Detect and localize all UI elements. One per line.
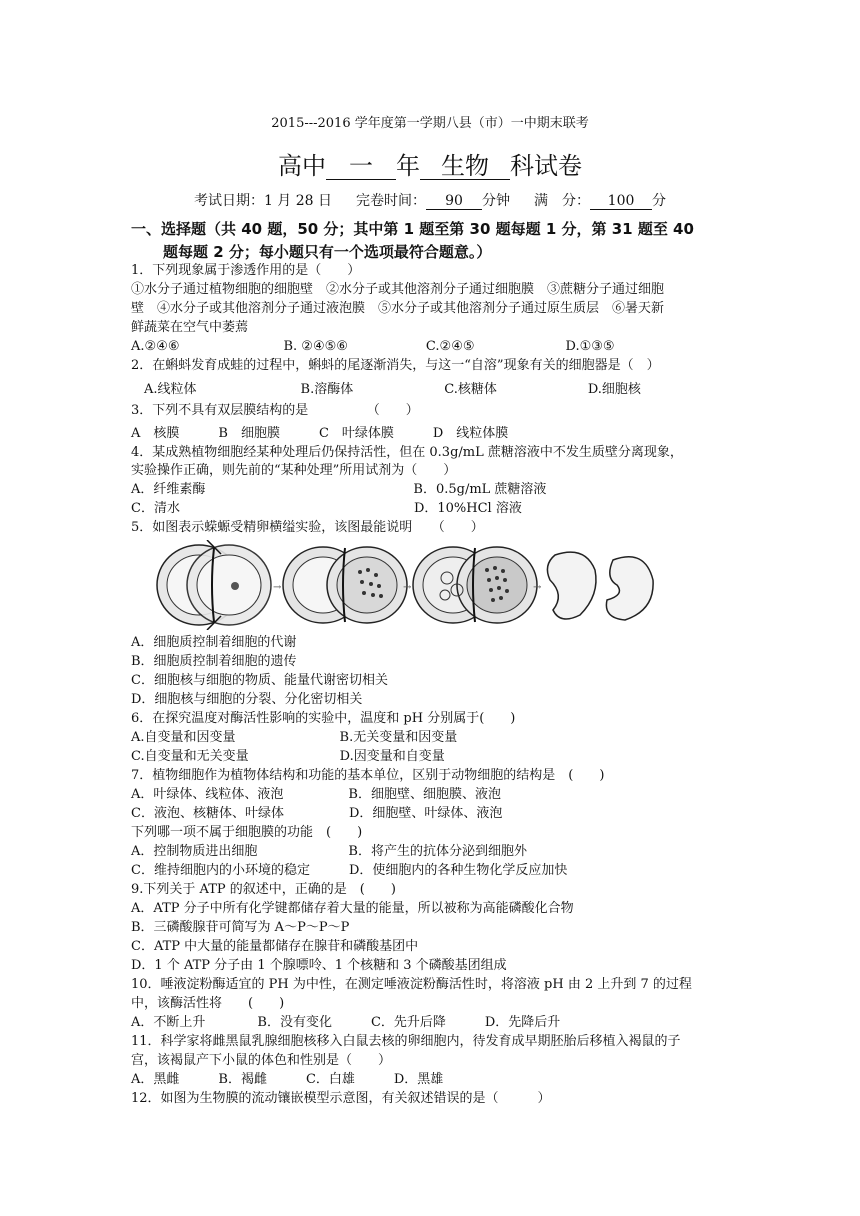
answer-options: A.②④⑥ B. ②④⑤⑥ C.②④⑤ D.①③⑤ [131, 339, 615, 354]
egg-stage-1 [157, 540, 271, 630]
exam-info [0, 190, 860, 210]
question-text: 9.下列关于 ATP 的叙述中，正确的是 ( ) [131, 882, 396, 897]
exam-date: 考试日期：1 月 28 日 [193, 193, 333, 209]
answer-option: B．细胞质控制着细胞的遗传 [131, 654, 297, 669]
time-label: 完卷时间： [356, 193, 427, 209]
answer-options: C.自变量和无关变量 D.因变量和自变量 [131, 749, 445, 764]
newt-egg-figure [155, 540, 655, 630]
time-value: 90 [426, 194, 482, 210]
answer-options: A 核膜 B 细胞膜 C 叶绿体膜 D 线粒体膜 [131, 426, 509, 441]
question-text: 中，该酶活性将 ( ) [131, 996, 285, 1011]
answer-options: A.线粒体 B.溶酶体 C.核糖体 D.细胞核 [131, 382, 641, 397]
question-text: 11．科学家将雌黑鼠乳腺细胞核移入白鼠去核的卵细胞内，待发育成早期胚胎后移植入褐鼠的子 [131, 1034, 681, 1049]
answer-options: A．纤维素酶 B．0.5g/mL 蔗糖溶液 [131, 482, 547, 497]
question-text: 6．在探究温度对酶活性影响的实验中，温度和 pH 分别属于( ) [131, 711, 516, 726]
question-text: 7．植物细胞作为植物体结构和功能的基本单位，区别于动物细胞的结构是 ( ) [131, 768, 605, 783]
answer-option: C．ATP 中大量的能量都储存在腺苷和磷酸基团中 [131, 939, 419, 954]
question-text: ①水分子通过植物细胞的细胞壁 ②水分子或其他溶剂分子通过细胞膜 ③蔗糖分子通过细胞 [131, 282, 665, 297]
question-text: 2．在蝌蚪发育成蛙的过程中，蝌蚪的尾逐渐消失，与这一“自溶”现象有关的细胞器是（ ） [131, 358, 660, 373]
exam-header: 2015---2016 学年度第一学期八县（市）一中期末联考 [271, 116, 589, 131]
answer-options: C．清水 D．10%HCl 溶液 [131, 501, 522, 516]
answer-options: A．不断上升 B．没有变化 C．先升后降 D．先降后升 [131, 1015, 561, 1030]
question-text: 1．下列现象属于渗透作用的是（ ） [131, 263, 361, 278]
time-unit: 分钟 [482, 193, 511, 209]
exam-title [0, 146, 860, 181]
egg-stage-2 [283, 547, 407, 623]
svg-text:→: → [273, 582, 282, 593]
question-text: 5．如图表示蝾螈受精卵横缢实验，该图最能说明 （ ） [131, 520, 484, 535]
svg-text:→: → [533, 582, 542, 593]
question-text: 12．如图为生物膜的流动镶嵌模型示意图，有关叙述错误的是（ ） [131, 1091, 551, 1106]
title-grade: 一 [326, 153, 396, 180]
question-text: 10．唾液淀粉酶适宜的 PH 为中性，在测定唾液淀粉酶活性时，将溶液 pH 由 2 上升到 7 的过程 [131, 977, 692, 992]
answer-options: C．维持细胞内的小环境的稳定 D．使细胞内的各种生物化学反应加快 [131, 863, 568, 878]
question-text: 实验操作正确，则先前的“某种处理”所用试剂为（ ） [131, 463, 457, 478]
answer-options: A．控制物质进出细胞 B．将产生的抗体分泌到细胞外 [131, 844, 527, 859]
answer-option: D．1 个 ATP 分子由 1 个腺嘌呤、1 个核糖和 3 个磷酸基团组成 [131, 958, 507, 973]
answer-option: C．细胞核与细胞的物质、能量代谢密切相关 [131, 673, 388, 688]
section-heading: 一、选择题（共 40 题，50 分；其中第 1 题至第 30 题每题 1 分，第 31 题至 40 [131, 220, 694, 238]
title-subject: 生物 [420, 153, 510, 180]
title-suffix: 科试卷 [510, 152, 582, 180]
title-prefix: 高中 [278, 152, 326, 180]
title-mid: 年 [396, 152, 420, 180]
question-text: 鲜蔬菜在空气中萎蔫 [131, 320, 249, 335]
answer-option: A．细胞质控制着细胞的代谢 [131, 635, 297, 650]
section-heading-cont: 题每题 2 分；每小题只有一个选项最符合题意。） [163, 243, 492, 261]
answer-options: A．叶绿体、线粒体、液泡 B．细胞壁、细胞膜、液泡 [131, 787, 501, 802]
answer-options: C．液泡、核糖体、叶绿体 D．细胞壁、叶绿体、液泡 [131, 806, 503, 821]
embryo-halves [547, 552, 653, 620]
answer-option: A．ATP 分子中所有化学键都储存着大量的能量，所以被称为高能磷酸化合物 [131, 901, 574, 916]
question-text: 4．某成熟植物细胞经某种处理后仍保持活性，但在 0.3g/mL 蔗糖溶液中不发生质壁分离现象， [131, 445, 683, 460]
score-unit: 分 [652, 193, 667, 209]
question-text: 宫，该褐鼠产下小鼠的体色和性别是（ ） [131, 1053, 392, 1068]
question-text: 3．下列不具有双层膜结构的是 （ ） [131, 403, 419, 418]
question-text: 下列哪一项不属于细胞膜的功能 ( ) [131, 825, 363, 840]
answer-options: A．黑雌 B．褐雌 C．白雄 D．黑雄 [131, 1072, 444, 1087]
answer-options: A.自变量和因变量 B.无关变量和因变量 [131, 730, 458, 745]
question-text: 壁 ④水分子或其他溶剂分子通过液泡膜 ⑤水分子或其他溶剂分子通过原生质层 ⑥暑天新 [131, 301, 665, 316]
score-label: 满 分： [534, 193, 591, 209]
svg-text:→: → [403, 582, 412, 593]
egg-stage-3 [413, 547, 537, 623]
answer-option: B．三磷酸腺苷可简写为 A～P～P～P [131, 920, 350, 935]
answer-option: D．细胞核与细胞的分裂、分化密切相关 [131, 692, 363, 707]
score-value: 100 [590, 194, 652, 210]
